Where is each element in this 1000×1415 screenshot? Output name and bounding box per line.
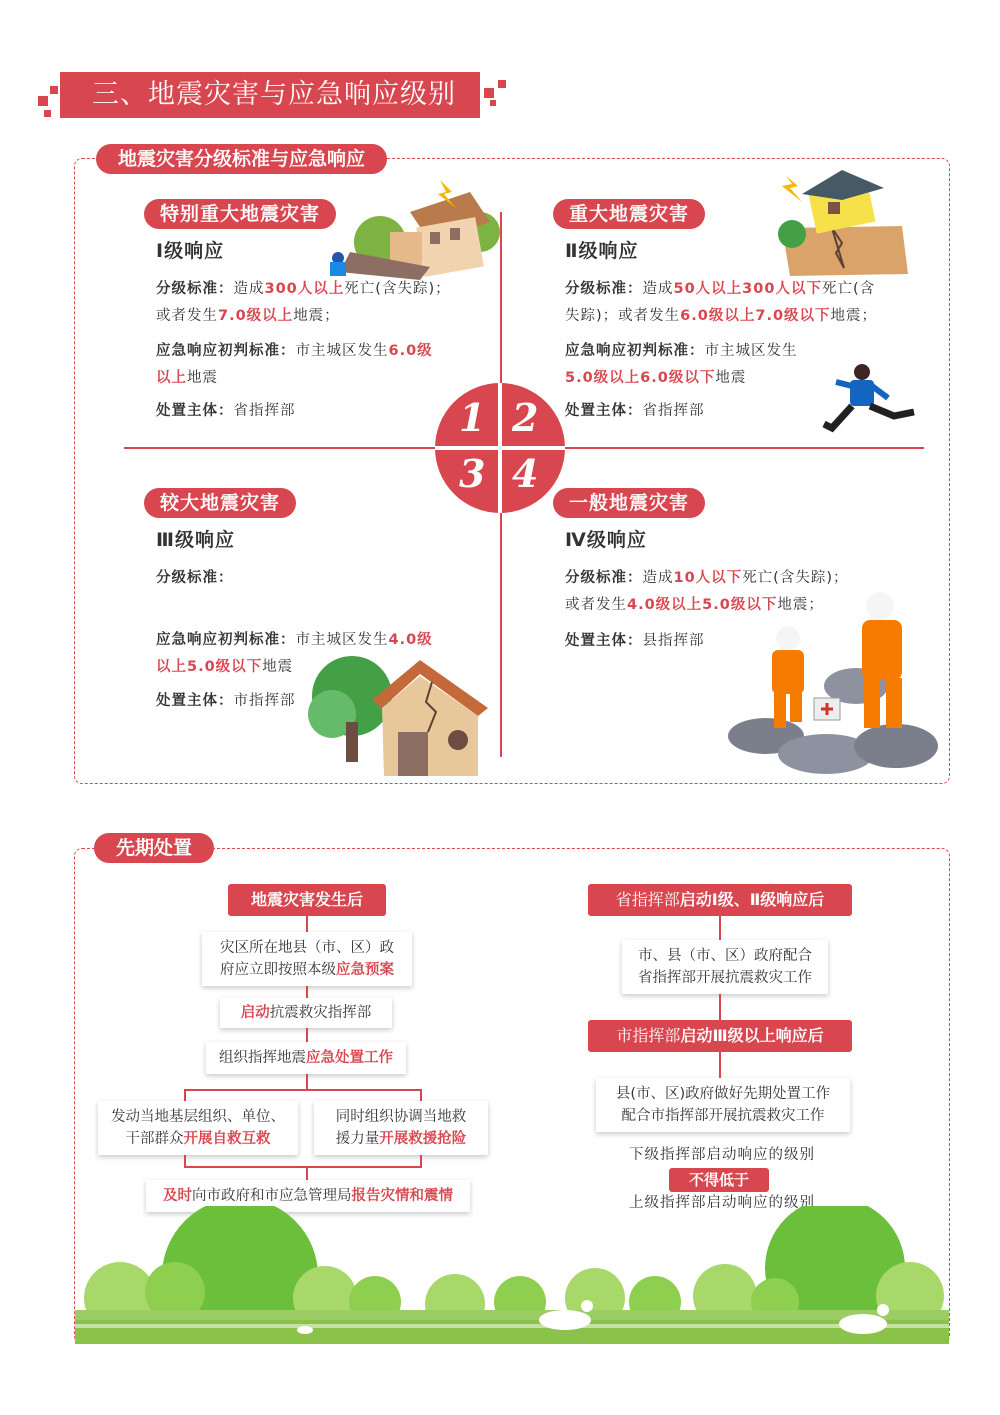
flow-box-emergency-plan: 灾区所在地县（市、区）政 府应立即按照本级应急预案	[202, 932, 412, 986]
number-4: 4	[512, 451, 539, 496]
flow-head-city: 市指挥部启动Ⅲ级以上响应后	[588, 1020, 852, 1052]
flow-box-start-hq: 启动抗震救灾指挥部	[220, 998, 392, 1028]
landscape-illustration	[75, 1206, 949, 1344]
rule-note-not-lower: 不得低于	[669, 1168, 769, 1192]
q2-criteria: 分级标准：造成50人以上300人以下死亡(含 失踪)；或者发生6.0级以上7.0级以下地震；	[565, 276, 915, 330]
flow-head-after-quake: 地震灾害发生后	[228, 884, 386, 916]
page-title: 三、地震灾害与应急响应级别	[60, 72, 480, 118]
q1-response: 应急响应初判标准：市主城区发生6.0级 以上地震	[156, 338, 496, 392]
section-pill-initial: 先期处置	[94, 833, 214, 863]
q2-body: 处置主体：省指挥部	[565, 398, 705, 425]
flow-box-report: 及时向市政府和市应急管理局报告灾情和震情	[146, 1180, 470, 1212]
q1-level: Ⅰ级响应	[156, 240, 225, 262]
flow-head-province: 省指挥部启动Ⅰ级、Ⅱ级响应后	[588, 884, 852, 916]
running-man-illustration	[822, 362, 922, 442]
flow-box-city-county: 市、县（市、区）政府配合 省指挥部开展抗震救灾工作	[622, 940, 828, 994]
rescue-workers-illustration	[726, 590, 942, 782]
tilted-house-illustration	[772, 168, 912, 278]
q2-response: 应急响应初判标准：市主城区发生 5.0级以上6.0级以下地震	[565, 338, 865, 392]
level-number-circle	[435, 383, 565, 513]
flow-box-rescue-force: 同时组织协调当地救 援力量开展救援抢险	[314, 1101, 488, 1155]
q4-criteria: 分级标准：造成10人以下死亡(含失踪)； 或者发生4.0级以上5.0级以下地震；	[565, 565, 915, 619]
q3-level: Ⅲ级响应	[156, 529, 235, 551]
section-pill-grading: 地震灾害分级标准与应急响应	[96, 144, 387, 174]
q2-title: 重大地震灾害	[553, 199, 705, 229]
q1-criteria: 分级标准：造成300人以上死亡(含失踪)； 或者发生7.0级以上地震；	[156, 276, 496, 330]
rule-note-2: 上级指挥部启动响应的级别	[629, 1195, 815, 1211]
q3-response: 应急响应初判标准：市主城区发生4.0级 以上5.0级以下地震	[156, 627, 496, 681]
q4-level: Ⅳ级响应	[565, 529, 647, 551]
q3-body: 处置主体：市指挥部	[156, 688, 296, 715]
rule-note-1: 下级指挥部启动响应的级别	[629, 1147, 815, 1163]
flow-box-organize: 组织指挥地震应急处置工作	[206, 1042, 406, 1074]
q1-body: 处置主体：省指挥部	[156, 398, 296, 425]
collapsing-house-illustration	[320, 172, 520, 282]
number-1: 1	[459, 395, 486, 440]
flow-box-self-rescue: 发动当地基层组织、单位、 干部群众开展自救互救	[98, 1101, 298, 1155]
q1-title: 特别重大地震灾害	[144, 199, 336, 229]
number-3: 3	[459, 451, 486, 496]
q3-criteria: 分级标准：	[156, 565, 234, 592]
q4-title: 一般地震灾害	[553, 488, 705, 518]
q4-body: 处置主体：县指挥部	[565, 628, 705, 655]
flow-box-county-prep: 县(市、区)政府做好先期处置工作 配合市指挥部开展抗震救灾工作	[596, 1078, 850, 1132]
q2-level: Ⅱ级响应	[565, 240, 639, 262]
cracked-house-illustration	[302, 652, 498, 780]
q3-title: 较大地震灾害	[144, 488, 296, 518]
number-2: 2	[512, 395, 539, 440]
